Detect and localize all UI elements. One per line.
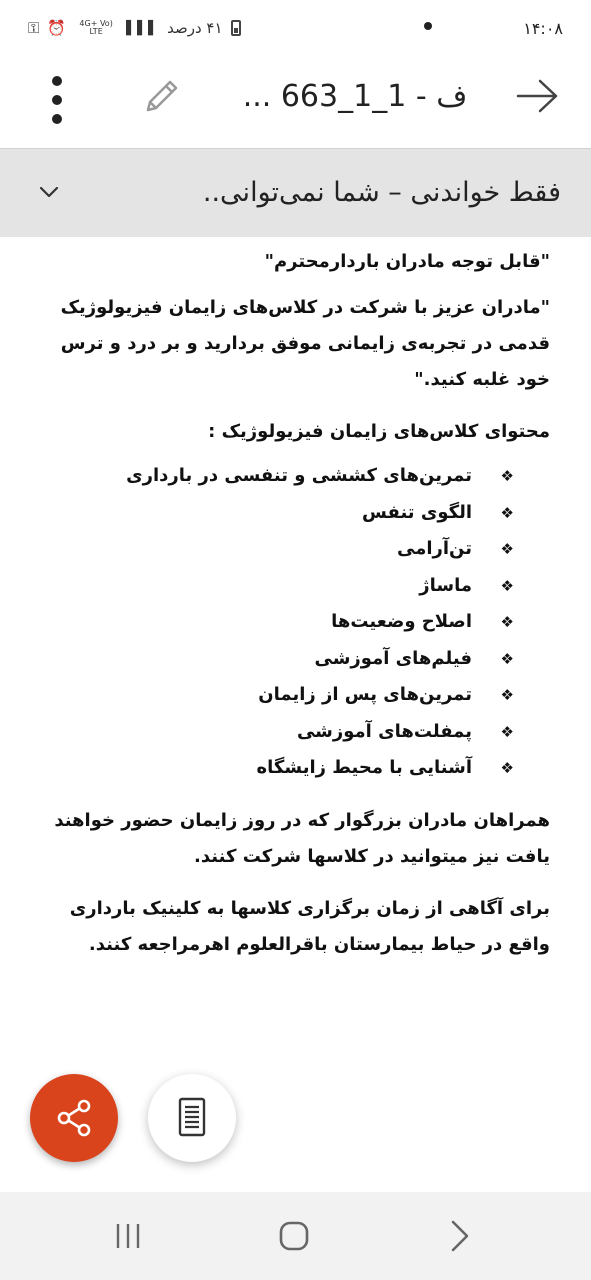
list-item: ❖ اصلاح وضعیت‌ها [40, 604, 522, 641]
more-vert-icon[interactable] [40, 76, 74, 124]
bullet-icon: ❖ [500, 540, 514, 558]
recent-apps-icon[interactable] [112, 1220, 144, 1252]
battery-icon [231, 20, 241, 36]
network-tag: 4G+ Vo) LTE [79, 19, 113, 36]
bullet-icon: ❖ [500, 503, 514, 522]
bullet-icon: ❖ [500, 686, 514, 704]
notification-dot-icon [424, 22, 432, 30]
bullet-icon: ❖ [500, 759, 514, 777]
list-item: ❖ الگوی تنفس [40, 495, 522, 532]
readonly-banner[interactable] [0, 148, 591, 237]
status-left-group [28, 19, 241, 37]
list-item: ❖ تمرین‌های کششی و تنفسی در بارداری [40, 458, 522, 495]
alarm-icon: ⏰ [47, 19, 67, 37]
key-icon: ⚿ [28, 19, 40, 37]
signal-icon: ▌▌▌ [126, 20, 160, 36]
status-time: ۱۴:۰۸ [523, 18, 563, 38]
bullet-icon: ❖ [500, 467, 514, 485]
list-item: ❖ تمرین‌های پس از زایمان [40, 677, 522, 714]
list-item: ❖ تن‌آرامی [40, 531, 522, 568]
content-heading: محتوای کلاس‌های زایمان فیزیولوژیک : [208, 421, 550, 442]
list-item: ❖ پمفلت‌های آموزشی [40, 714, 522, 751]
document-intro: "مادران عزیز با شرکت در کلاس‌های زایمان فیزیولوژیک قدمی در تجربه‌ی زایمانی موفق بردارید و بر درد و ترس خود غلبه کنید." [60, 297, 550, 390]
content-bullets [40, 458, 550, 787]
bullet-icon: ❖ [500, 649, 514, 668]
document-reader-icon [174, 1096, 210, 1140]
system-nav-bar [0, 1192, 591, 1280]
share-button[interactable] [30, 1074, 118, 1162]
list-item: ❖ آشنایی با محیط زایشگاه [40, 750, 522, 787]
pencil-icon[interactable] [140, 74, 184, 118]
bullet-icon: ❖ [500, 576, 514, 595]
document-title: ... 663_1_1 - ف [242, 79, 468, 114]
readonly-banner-text: فقط خواندنی – شما نمی‌توانی.. [202, 177, 561, 208]
document-body [40, 244, 550, 979]
arrow-forward-icon[interactable] [514, 76, 562, 116]
reader-mode-button[interactable] [148, 1074, 236, 1162]
bullet-icon: ❖ [500, 722, 514, 741]
battery-text: ۴۱ درصد [167, 19, 223, 37]
app-bar [0, 56, 591, 148]
share-icon [52, 1096, 96, 1140]
list-item: ❖ ماساژ [40, 568, 522, 605]
info-paragraph: برای آگاهی از زمان برگزاری کلاسها به کلینیک بارداری واقع در حیاط بیمارستان باقرالعلوم اهرمراجعه کنند. [69, 897, 550, 955]
bullet-icon: ❖ [500, 613, 514, 631]
document-title-line: "قابل توجه مادران باردارمحترم" [264, 251, 550, 272]
chevron-down-icon[interactable] [36, 179, 62, 205]
status-bar [0, 0, 591, 56]
back-icon[interactable] [444, 1218, 474, 1254]
list-item: ❖ فیلم‌های آموزشی [40, 641, 522, 678]
home-icon[interactable] [276, 1218, 312, 1254]
companions-paragraph: همراهان مادران بزرگوار که در روز زایمان حضور خواهند یافت نیز میتوانید در کلاسها شرکت کنند. [54, 809, 550, 867]
